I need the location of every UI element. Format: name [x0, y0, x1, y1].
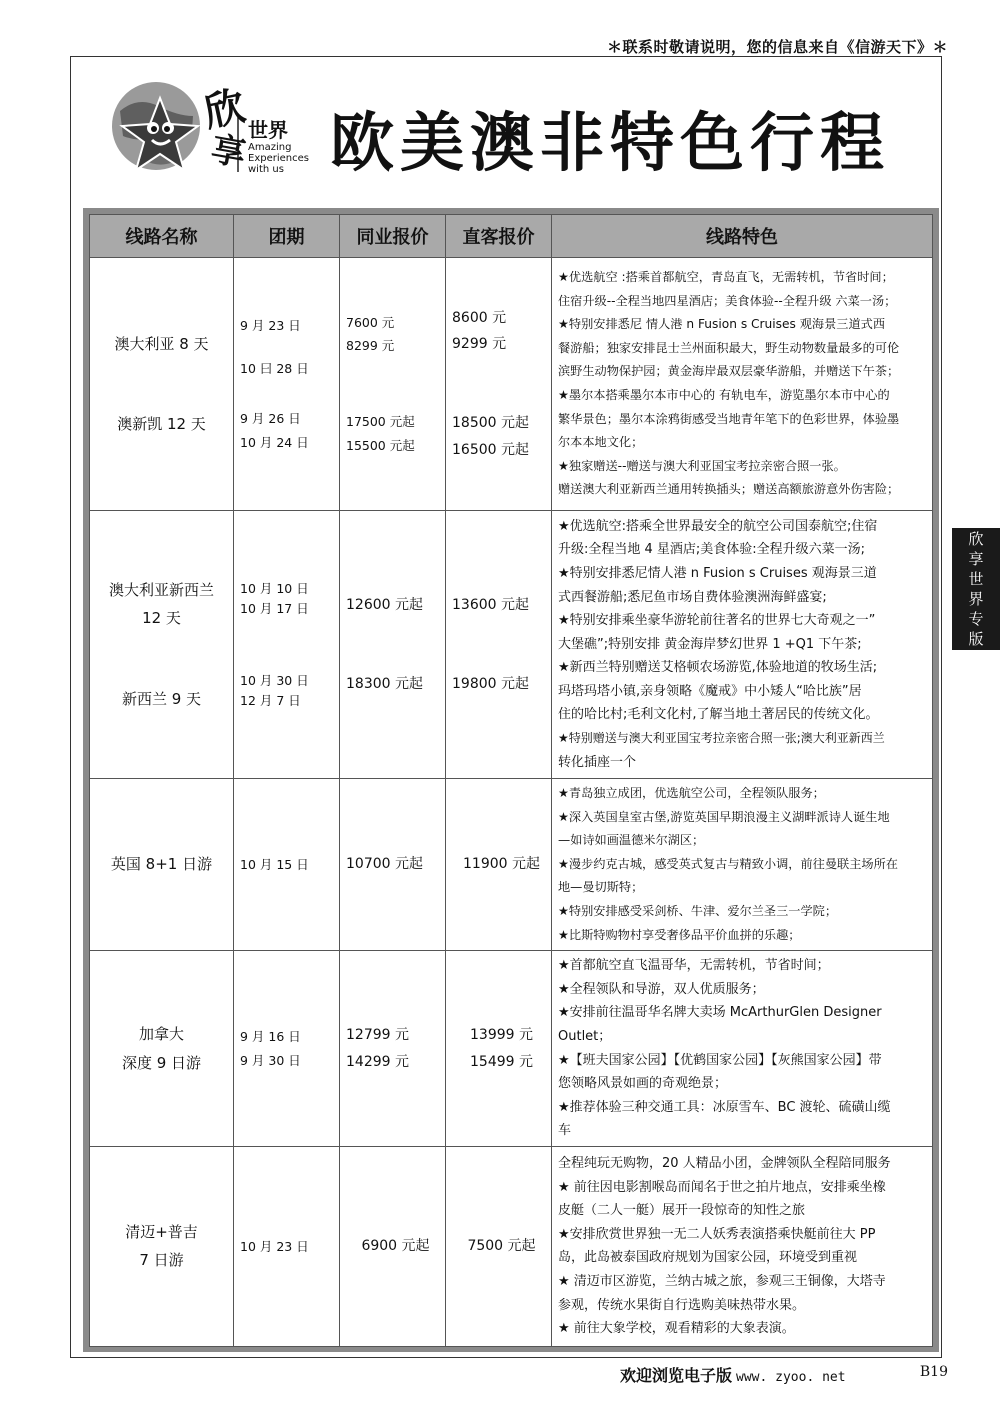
itinerary-table-frame [83, 208, 939, 1352]
feature-line: ★安排前往温哥华名牌大卖场 McArthurGlen Designer [558, 1005, 882, 1021]
route-name: 澳大利亚 8 天 [114, 334, 209, 353]
departure-date: 9 月 23 日 [240, 317, 301, 333]
retail-price: 11900 元起 [463, 856, 540, 873]
feature-line: 住的哈比村;毛利文化村,了解当地土著居民的传统文化。 [558, 707, 879, 723]
feature-line: ★深入英国皇室古堡,游览英国早期浪漫主义湖畔派诗人诞生地 [558, 809, 890, 824]
departure-date: 10 月 30 日 [240, 672, 309, 688]
retail-price-cell [446, 511, 552, 779]
feature-line: 赠送澳大利亚新西兰通用转换插头；赠送高额旅游意外伤害险； [558, 482, 900, 497]
logo [98, 76, 308, 186]
feature-line: 餐游船；独家安排昆士兰州面积最大，野生动物数量最多的可伦 [558, 340, 900, 355]
trade-price: 12600 元起 [346, 596, 423, 613]
feature-line: 地—曼切斯特； [558, 880, 644, 895]
route-name-cell [90, 258, 234, 511]
table-row [90, 1146, 933, 1346]
feature-line: ★独家赠送--赠送与澳大利亚国宝考拉亲密合照一张。 [558, 458, 846, 473]
feature-line: ★特别安排感受采剑桥、牛津、爱尔兰圣三一学院； [558, 903, 838, 918]
trade-price: 18300 元起 [346, 675, 423, 692]
feature-line: ★ 清迈市区游览，兰纳古城之旅，参观三王铜像，大塔寺 [558, 1274, 886, 1289]
dates-cell [234, 779, 340, 951]
logo-tagline-1: Amazing [248, 142, 292, 153]
top-note: ＊联系时敬请说明，您的信息来自《信游天下》＊ [606, 38, 948, 56]
route-name-cell [90, 779, 234, 951]
departure-date: 10 月 10 日 [240, 580, 309, 596]
feature-line: 您领略风景如画的奇观绝景； [558, 1076, 728, 1092]
logo-char-2: 享 [208, 129, 249, 175]
feature-line: ★漫步约克古城，感受英式复古与精致小调，前往曼联主场所在 [558, 856, 898, 871]
trade-price-cell [340, 951, 446, 1147]
feature-line: ★ 前往大象学校，观看精彩的大象表演。 [558, 1321, 795, 1337]
trade-price: 10700 元起 [346, 856, 423, 873]
retail-price: 13999 元 [470, 1026, 533, 1043]
trade-price: 6900 元起 [361, 1238, 430, 1255]
trade-price: 8299 元 [346, 338, 395, 354]
feature-line: ★特别安排乘坐豪华游轮前往著名的世界七大奇观之一” [558, 613, 876, 629]
features-cell [552, 779, 933, 951]
feature-line: 尔本本地文化； [558, 435, 644, 450]
feature-line: ★首都航空直飞温哥华，无需转机，节省时间； [558, 958, 830, 974]
departure-date: 12 月 7 日 [240, 692, 301, 708]
route-name: 英国 8+1 日游 [110, 855, 213, 874]
side-tab-char: 世 [968, 570, 984, 588]
page-number: B19 [919, 1364, 948, 1380]
header-trade-price: 同业报价 [340, 215, 446, 258]
feature-line: 皮艇（二人一艇）展开一段惊奇的知性之旅 [558, 1203, 806, 1219]
logo-char-1: 欣 [200, 82, 250, 137]
page-title: 欧美澳非特色行程 [330, 107, 890, 181]
trade-price: 12799 元 [346, 1026, 409, 1043]
departure-date: 10 月 15 日 [240, 856, 309, 872]
feature-line: ★比斯特购物村享受奢侈品平价血拼的乐趣； [558, 927, 801, 942]
side-tab-char: 专 [968, 610, 984, 628]
feature-line: 滨野生动物保护园；黄金海岸最双层豪华游船，并赠送下午茶； [558, 364, 900, 379]
departure-date: 10 月 23 日 [240, 1238, 309, 1254]
trade-price-cell [340, 511, 446, 779]
feature-line: ★优选航空:搭乘全世界最安全的航空公司国泰航空;住宿 [558, 518, 878, 534]
footer-welcome: 欢迎浏览电子版 [620, 1366, 733, 1385]
itinerary-table [89, 214, 933, 1347]
retail-price-cell [446, 258, 552, 511]
feature-line: 繁华景色；墨尔本涂鸦街感受当地青年笔下的色彩世界，体验墨 [558, 411, 900, 426]
trade-price-cell [340, 1146, 446, 1346]
feature-line: ★特别安排悉尼 情人港 n Fusion s Cruises 观海景三道式西 [558, 317, 886, 332]
feature-line: Outlet； [558, 1028, 612, 1044]
retail-price: 19800 元起 [452, 675, 529, 692]
departure-date: 9 月 26 日 [240, 411, 301, 426]
route-name: 新西兰 9 天 [121, 689, 202, 708]
logo-brand: 世界 [248, 118, 288, 142]
feature-line: 转化插座一个 [558, 754, 637, 770]
trade-price: 15500 元起 [346, 437, 415, 453]
departure-date: 9 月 30 日 [240, 1052, 301, 1068]
route-name: 澳大利亚新西兰 [108, 580, 214, 599]
feature-line: 升级:全程当地 4 星酒店;美食体验:全程升级六菜一汤; [558, 542, 866, 558]
feature-line: 全程纯玩无购物，20 人精品小团，金牌领队全程陪同服务 [558, 1156, 891, 1172]
trade-price: 14299 元 [346, 1053, 409, 1070]
route-name: 12 天 [142, 609, 181, 628]
feature-line: ★【班夫国家公园】【优鹤国家公园】【灰熊国家公园】带 [558, 1052, 882, 1068]
header-retail-price: 直客报价 [446, 215, 552, 258]
retail-price: 18500 元起 [452, 415, 529, 431]
trade-price: 17500 元起 [346, 414, 415, 429]
departure-date: 10 曰 28 日 [240, 361, 309, 377]
feature-line: 车 [558, 1123, 572, 1139]
header-dates: 团期 [234, 215, 340, 258]
feature-line: ★推荐体验三种交通工具：冰原雪车、BC 渡轮、硫磺山缆 [558, 1099, 891, 1115]
feature-line: 岛，此岛被泰国政府规划为国家公园，环境受到重视 [558, 1250, 858, 1266]
route-name: 深度 9 日游 [121, 1053, 202, 1072]
retail-price-cell [446, 779, 552, 951]
trade-price-cell [340, 779, 446, 951]
feature-line: ★全程领队和导游，双人优质服务； [558, 981, 765, 997]
logo-tagline-3: with us [248, 164, 284, 175]
table-row [90, 951, 933, 1147]
side-tab-char: 欣 [968, 530, 984, 548]
feature-line: 参观，传统水果街自行选购美味热带水果。 [558, 1297, 806, 1313]
departure-date: 10 月 24 日 [240, 434, 309, 450]
features-cell [552, 1146, 933, 1346]
feature-line: ★特别安排悉尼情人港 n Fusion s Cruises 观海景三道 [558, 565, 877, 581]
side-tab-char: 享 [968, 550, 984, 568]
departure-date: 10 月 17 日 [240, 600, 309, 616]
route-name: 清迈+普吉 [125, 1222, 198, 1241]
retail-price-cell [446, 1146, 552, 1346]
retail-price: 9299 元 [452, 336, 507, 353]
dates-cell [234, 1146, 340, 1346]
side-tab [952, 528, 1000, 650]
feature-line: 大堡礁”;特别安排 黄金海岸梦幻世界 1 +Q1 下午茶; [558, 636, 862, 652]
route-name-cell [90, 511, 234, 779]
feature-line: ★安排欣赏世界独一无二人妖秀表演搭乘快艇前往大 PP [558, 1226, 876, 1242]
features-cell [552, 258, 933, 511]
side-tab-char: 界 [968, 590, 984, 608]
route-name: 加拿大 [138, 1025, 184, 1044]
trade-price-cell [340, 258, 446, 511]
dates-cell [234, 511, 340, 779]
feature-line: 式西餐游船;悉尼鱼市场自费体验澳洲海鲜盛宴; [558, 589, 827, 605]
retail-price: 15499 元 [470, 1053, 533, 1070]
feature-line: ★青岛独立成团，优选航空公司，全程领队服务； [558, 786, 825, 800]
table-row [90, 779, 933, 951]
retail-price: 8600 元 [452, 309, 507, 326]
side-tab-char: 版 [968, 630, 984, 648]
table-header-row [90, 215, 933, 258]
features-cell [552, 511, 933, 779]
route-name-cell [90, 1146, 234, 1346]
dates-cell [234, 258, 340, 511]
features-cell [552, 951, 933, 1147]
feature-line: 住宿升级--全程当地四星酒店；美食体验--全程升级 六菜一汤； [558, 293, 897, 308]
table-row [90, 511, 933, 779]
header-features: 线路特色 [552, 215, 933, 258]
footer [620, 1363, 846, 1386]
feature-line: ★ 前往因电影割喉岛而闻名于世之拍片地点，安排乘坐橡 [558, 1179, 886, 1195]
feature-line: —如诗如画温德米尔湖区； [558, 833, 705, 848]
route-name: 澳新凯 12 天 [117, 415, 206, 433]
feature-line: ★墨尔本搭乘墨尔本市中心的 有轨电车，游览墨尔本市中心的 [558, 388, 890, 402]
feature-line: ★新西兰特别赠送艾格顿农场游览,体验地道的牧场生活; [558, 660, 878, 676]
route-name: 7 日游 [139, 1251, 184, 1270]
footer-url[interactable]: www. zyoo. net [736, 1370, 846, 1385]
departure-date: 9 月 16 日 [240, 1028, 301, 1044]
header-route-name: 线路名称 [90, 215, 234, 258]
retail-price: 7500 元起 [467, 1238, 536, 1255]
retail-price-cell [446, 951, 552, 1147]
retail-price: 16500 元起 [452, 441, 529, 458]
feature-line: 玛塔玛塔小镇,亲身领略《魔戒》中小矮人“哈比族”居 [558, 683, 862, 699]
retail-price: 13600 元起 [452, 596, 529, 613]
logo-tagline-2: Experiences [248, 153, 309, 164]
route-name-cell [90, 951, 234, 1147]
table-row [90, 258, 933, 511]
trade-price: 7600 元 [346, 314, 395, 330]
feature-line: ★优选航空 :搭乘首都航空，青岛直飞，无需转机，节省时间； [558, 270, 894, 285]
dates-cell [234, 951, 340, 1147]
feature-line: ★特别赠送与澳大利亚国宝考拉亲密合照一张;澳大利亚新西兰 [558, 731, 885, 746]
